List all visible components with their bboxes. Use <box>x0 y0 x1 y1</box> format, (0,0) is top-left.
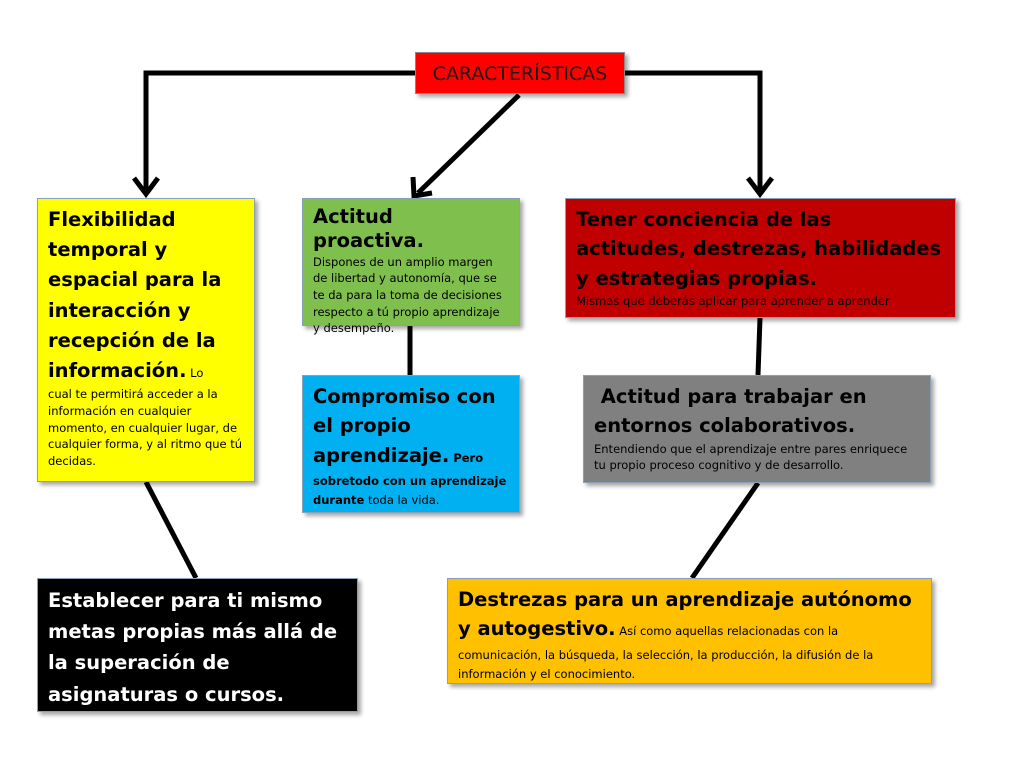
destrezas-heading: Destrezas para un aprendizaje autónomo y autogestivo. <box>458 588 912 641</box>
destrezas-body: Así como aquellas relacionadas con la comunicación, la búsqueda, la selección, la producción, la difusión de la información y el conocimiento. <box>458 624 874 682</box>
title-text: CARACTERÍSTICAS <box>432 63 608 85</box>
compromiso-body-bold: Pero sobretodo con un aprendizaje durante <box>313 450 507 507</box>
proactiva-heading: Actitud proactiva. <box>313 205 424 253</box>
line-conciencia-colaborativos <box>758 318 760 375</box>
flexibilidad-box <box>37 198 255 482</box>
caracteristicas-title <box>415 52 625 94</box>
compromiso-body: toda la vida. <box>364 492 440 507</box>
conciencia-box <box>565 198 956 318</box>
flexibilidad-lead: Lo <box>186 366 204 381</box>
conciencia-heading: Tener conciencia de las actitudes, destrezas, habilidades y estrategias propias. <box>576 208 942 290</box>
arrow-to-flexibilidad <box>146 73 415 190</box>
colaborativos-box <box>583 375 931 483</box>
colaborativos-body: Entendiendo que el aprendizaje entre pares enriquece tu propio proceso cognitivo y de desarrollo. <box>594 441 908 473</box>
metas-heading: Establecer para ti mismo metas propias más allá de la superación de asignaturas o cursos. <box>48 589 338 706</box>
arrow-to-conciencia <box>625 73 760 190</box>
compromiso-heading: Compromiso con el propio aprendizaje. <box>313 385 496 467</box>
destrezas-box <box>447 578 932 684</box>
proactiva-body: Dispones de un amplio margen de libertad y autonomía, que se te da para la toma de decisiones respecto a tú propio aprendizaje y desempeño. <box>313 254 502 336</box>
flexibilidad-heading: Flexibilidad temporal y espacial para la interacción y recepción de la información. <box>48 208 222 383</box>
colaborativos-heading: Actitud para trabajar en entornos colaborativos. <box>594 385 874 438</box>
arrow-to-proactiva <box>418 95 519 193</box>
metas-box <box>37 578 358 712</box>
compromiso-box <box>302 375 520 513</box>
flexibilidad-body: cual te permitirá acceder a la información en cualquier momento, en cualquier lugar, de cualquier forma, y al ritmo que tú decidas. <box>48 387 243 468</box>
proactiva-box <box>302 198 520 336</box>
line-colaborativos-destrezas <box>692 483 758 578</box>
conciencia-body: Mismas que deberás aplicar para aprender a aprender <box>576 293 890 308</box>
line-flexibilidad-metas <box>146 482 196 578</box>
